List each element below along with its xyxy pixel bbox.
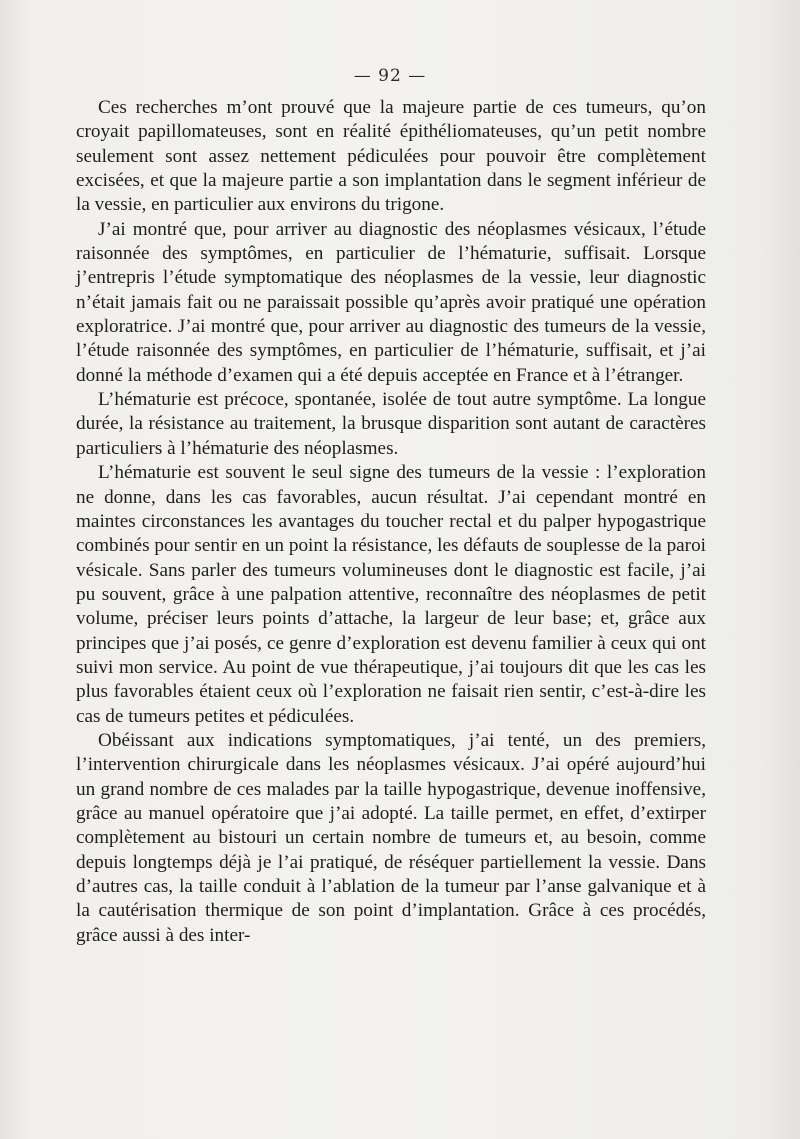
paragraph: J’ai montré que, pour arriver au diagnostic des néoplasmes vésicaux, l’étude raisonnée des symptômes, en particulier de l’hématurie, suffisait. Lorsque j’entrepris l’étude symptomatique des néoplasmes de la vessie, leur diagnostic n’était jamais fait ou ne paraissait possible qu’après avoir pratiqué une opération exploratrice. J’ai montré que, pour arriver au diagnostic des tumeurs de la vessie, l’étude raisonnée des symptômes, en particulier de l’hématurie, suffisait, et j’ai donné la méthode d’examen qui a été depuis acceptée en France et à l’étranger. xyxy=(76,218,706,386)
paragraph: Obéissant aux indications symptomatiques, j’ai tenté, un des premiers, l’intervention chirurgicale dans les néoplasmes vésicaux. J’ai opéré aujourd’hui un grand nombre de ces malades par la taille hypogastrique, devenue inoffensive, grâce au manuel opératoire que j’ai adopté. La taille permet, en effet, d’extirper complètement au bistouri un certain nombre de tumeurs et, au besoin, comme depuis longtemps déjà je l’ai pratiqué, de réséquer partiellement la vessie. Dans d’autres cas, la taille conduit à l’ablation de la tumeur par l’anse galvanique et à la cautérisation thermique de son point d’implantation. Grâce à ces procédés, grâce aussi à des inter- xyxy=(76,729,706,946)
paragraph: L’hématurie est souvent le seul signe des tumeurs de la vessie : l’exploration ne donne, dans les cas favorables, aucun résultat. J’ai cependant montré en maintes circonstances les avantages du toucher rectal et du palper hypogastrique combinés pour sentir en un point la résistance, les défauts de souplesse de la paroi vésicale. Sans parler des tumeurs volumineuses dont le diagnostic est facile, j’ai pu souvent, grâce à une palpation attentive, reconnaître des néoplasmes de petit volume, préciser leurs points d’attache, la largeur de leur base; et, grâce aux principes que j’ai posés, ce genre d’exploration est devenu familier à ceux qui ont suivi mon service. Au point de vue thérapeutique, j’ai toujours dit que les cas les plus favorables étaient ceux où l’exploration ne faisait rien sentir, c’est-à-dire les cas de tumeurs petites et pédiculées. xyxy=(76,462,706,727)
body-text xyxy=(76,96,706,948)
paragraph: Ces recherches m’ont prouvé que la majeure partie de ces tumeurs, qu’on croyait papillomateuses, sont en réalité épithéliomateuses, qu’un petit nombre seulement sont assez nettement pédiculées pour pouvoir être complètement excisées, et que la majeure partie a son implantation dans le segment inférieur de la vessie, en particulier aux environs du trigone. xyxy=(76,97,706,216)
paragraph: L’hématurie est précoce, spontanée, isolée de tout autre symptôme. La longue durée, la résistance au traitement, la brusque disparition sont autant de caractères particuliers à l’hématurie des néoplasmes. xyxy=(76,389,706,459)
page-number: — 92 — xyxy=(353,66,427,86)
